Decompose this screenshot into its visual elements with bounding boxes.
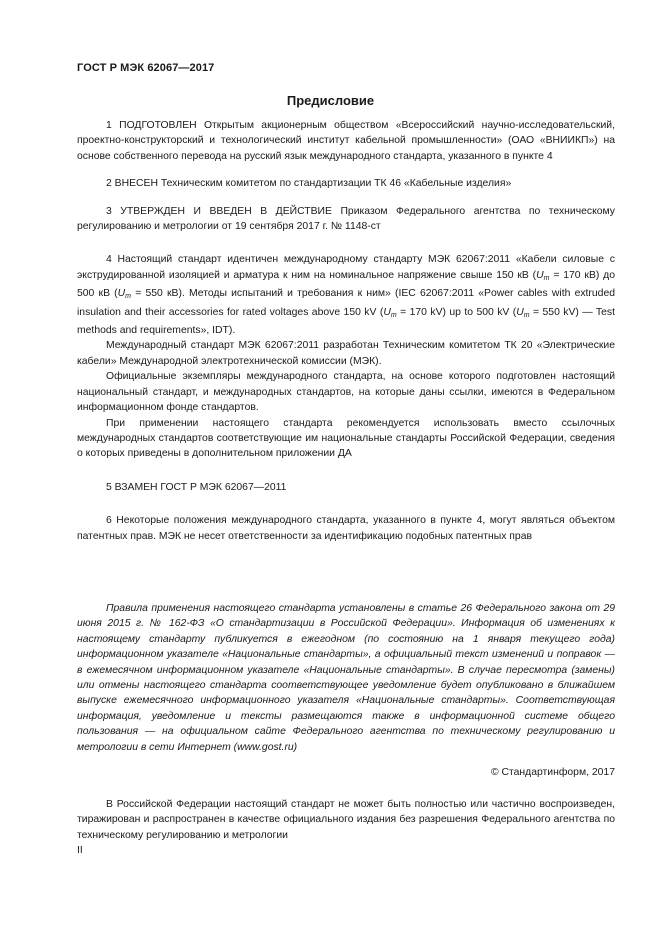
section-4-text-e: = 550 kV) — Test methods and requirements», IDT). xyxy=(77,306,615,337)
voltage-symbol: U xyxy=(536,269,544,281)
section-3-approved: 3 УТВЕРЖДЕН И ВВЕДЕН В ДЕЙСТВИЕ Приказом Федерального агентства по техническому регулированию и метрологии от 19 сентября 2017 г. № 1148-ст xyxy=(77,205,615,233)
voltage-subscript: m xyxy=(543,274,550,282)
section-4-text-d: = 170 kV) up to 500 kV ( xyxy=(396,306,517,318)
page-title: Предисловие xyxy=(286,93,375,108)
voltage-symbol: U xyxy=(117,288,126,300)
notice-text: Правила применения настоящего стандарта установлены в статье 26 Федерального закона от 29 июня 2015 г. № 162-ФЗ «О стандартизации в Российской Федерации». Информация об изменениях к настоящему стандарту публикуется в ежегодном (по состоянию на 1 января текущего года) информационном указателе «Национальные стандарты», а официальный текст изменений и поправок — в ежемесячном информационном указателе «Национальные стандарты». В случае пересмотра (замены) или отмены настоящего стандарта соответствующее уведомление будет опубликовано в ближайшем выпуске ежемесячного информационного указателя «Национальные стандарты». Соответствующая информация, уведомление и тексты размещаются также в информационной системе общего пользования — на официальном сайте Федерального агентства по техническому регулированию и метрологии в сети Интернет (www.gost.ru) xyxy=(77,603,615,753)
preface-body xyxy=(77,118,615,544)
rights-text: В Российской Федерации настоящий стандарт не может быть полностью или частично воспроизведен, тиражирован и распространен в качестве официального издания без разрешения Федерального агентства по техническому регулированию и метрологии xyxy=(77,799,615,841)
section-4-text-c: = 550 кВ). Методы испытаний и требования к ним» (IEC 62067:2011 «Power cables with extruded insulation and their accessories for rated voltages above 150 kV ( xyxy=(77,288,615,318)
section-4-text-a: 4 Настоящий стандарт идентичен международному стандарту МЭК 62067:2011 «Кабели силовые с экструдированной изоляцией и арматура к ним на номинальное напряжение свыше 150 кВ ( xyxy=(77,254,615,281)
voltage-symbol: U xyxy=(383,306,391,318)
section-4-official-copies: Официальные экземпляры международного стандарта, на основе которого подготовлен настоящий национальный стандарт, и международных стандартов, на которые даны ссылки, имеются в Федеральном информационном фонде стандартов. xyxy=(77,371,615,414)
section-6-patents: 6 Некоторые положения международного стандарта, указанного в пункте 4, могут являться объектом патентных прав. МЭК не несет ответственности за идентификацию подобных патентных прав xyxy=(77,515,615,542)
voltage-subscript: m xyxy=(523,311,530,319)
section-2-introduced: 2 ВНЕСЕН Техническим комитетом по стандартизации ТК 46 «Кабельные изделия» xyxy=(106,178,512,190)
section-5-replaces: 5 ВЗАМЕН ГОСТ Р МЭК 62067—2011 xyxy=(106,481,287,493)
section-4-text-b: = 170 кВ) до 500 кВ ( xyxy=(77,269,615,300)
voltage-symbol: U xyxy=(516,306,524,318)
section-4-references: При применении настоящего стандарта рекомендуется использовать вместо ссылочных международных стандартов соответствующие им национальные стандарты Российской Федерации, сведения о которых приведены в дополнительном приложении ДА xyxy=(77,417,615,460)
reproduction-rights xyxy=(77,797,615,843)
voltage-subscript: m xyxy=(390,311,397,319)
application-notice xyxy=(77,601,615,755)
section-4-identical xyxy=(77,252,615,338)
section-4-developer: Международный стандарт МЭК 62067:2011 разработан Техническим комитетом ТК 20 «Электрические кабели» Международной электротехнической комиссии (МЭК). xyxy=(77,340,615,367)
copyright-line: © Стандартинформ, 2017 xyxy=(490,767,615,778)
voltage-subscript: m xyxy=(125,293,132,301)
section-1-prepared: 1 ПОДГОТОВЛЕН Открытым акционерным обществом «Всероссийский научно-исследовательский, проектно-конструкторский и технологический институт кабельной промышленности» (ОАО «ВНИИКП») на основе собственного перевода на русский язык международного стандарта, указанного в пункте 4 xyxy=(77,120,615,162)
standard-code-header: ГОСТ Р МЭК 62067—2017 xyxy=(77,62,215,74)
page-number: II xyxy=(77,845,83,856)
